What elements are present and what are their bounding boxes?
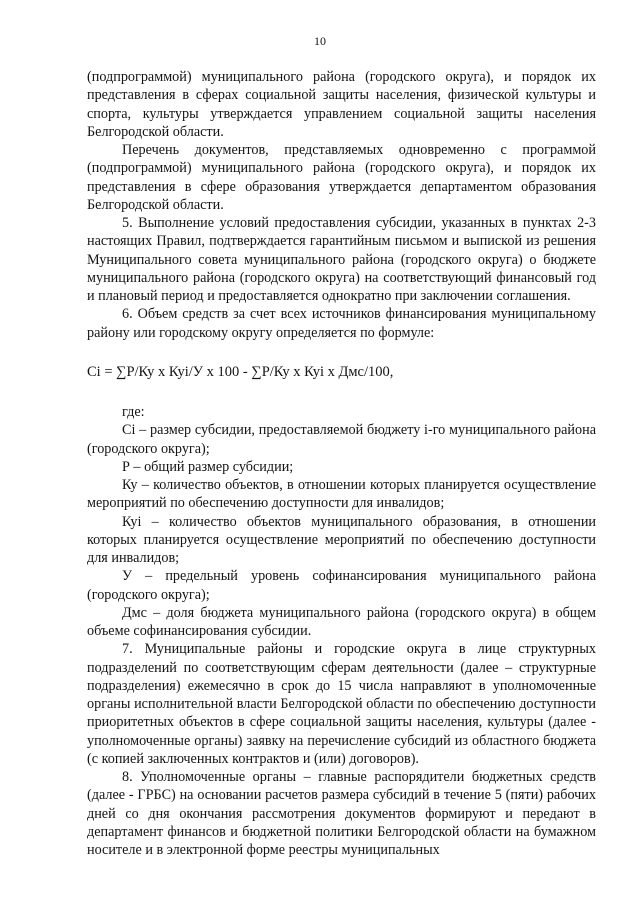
paragraph-item-7: 7. Муниципальные районы и городские округа в лице структурных подразделений по соответствующим сферам деятельности (далее – структурные подразделения) ежемесячно в срок до 15 числа направляют в уполномоченные органы исполнительной власти Белгородской области по обеспечению доступности приоритетных объектов в сфере социальной защиты населения, культуры (далее - уполномоченные органы) заявку на перечисление субсидий из областного бюджета (с копией заключенных контрактов и (или) договоров). <box>87 641 596 767</box>
paragraph-documents-list: Перечень документов, представляемых одновременно с программой (подпрограммой) муниципального района (городского округа), и порядок их представления в сфере образования утверждается департаментом образования Белгородской области. <box>87 142 596 213</box>
paragraph-item-5: 5. Выполнение условий предоставления субсидии, указанных в пунктах 2-3 настоящих Правил, подтверждается гарантийным письмом и выпиской из решения Муниципального совета муниципального района (городского округа) о бюджете муниципального района (городского округа) на соответствующий финансовый год и плановый период и предоставляется однократно при заключении соглашения. <box>87 215 596 304</box>
definition-ci: Ci – размер субсидии, предоставляемой бюджету i-го муниципального района (городского округа); <box>87 422 596 457</box>
definition-u: У – предельный уровень софинансирования муниципального района (городского округа); <box>87 568 596 603</box>
page-number: 10 <box>314 34 326 48</box>
definition-kui: Куi – количество объектов муниципального образования, в отношении которых планируется осуществление мероприятий по обеспечению доступности для инвалидов; <box>87 513 597 566</box>
definition-dms: Дмс – доля бюджета муниципального района (городского округа) в общем объеме софинансирования субсидии. <box>87 604 596 639</box>
where-label: где: <box>122 404 145 420</box>
definition-ku: Ку – количество объектов, в отношении которых планируется осуществление мероприятий по обеспечению доступности для инвалидов; <box>87 477 596 512</box>
paragraph-item-6: 6. Объем средств за счет всех источников финансирования муниципальному району или городскому округу определяется по формуле: <box>87 306 596 341</box>
formula: Ci = ∑Р/Ку х Куi/У х 100 - ∑Р/Ку х Куi х Дмс/100, <box>87 363 394 380</box>
definition-p: Р – общий размер субсидии; <box>122 458 294 475</box>
paragraph-item-8: 8. Уполномоченные органы – главные распорядители бюджетных средств (далее - ГРБС) на основании расчетов размера субсидий в течение 5 (пяти) рабочих дней со дня окончания рассмотрения документов формируют и передают в департамент финансов и бюджетной политики Белгородской области на бумажном носителе и в электронной форме реестры муниципальных <box>87 769 596 858</box>
paragraph-continuation: (подпрограммой) муниципального района (городского округа), и порядок их представления в сферах социальной защиты населения, физической культуры и спорта, культуры утверждается управлением социальной защиты населения Белгородской области. <box>87 69 596 140</box>
document-body <box>87 68 596 859</box>
